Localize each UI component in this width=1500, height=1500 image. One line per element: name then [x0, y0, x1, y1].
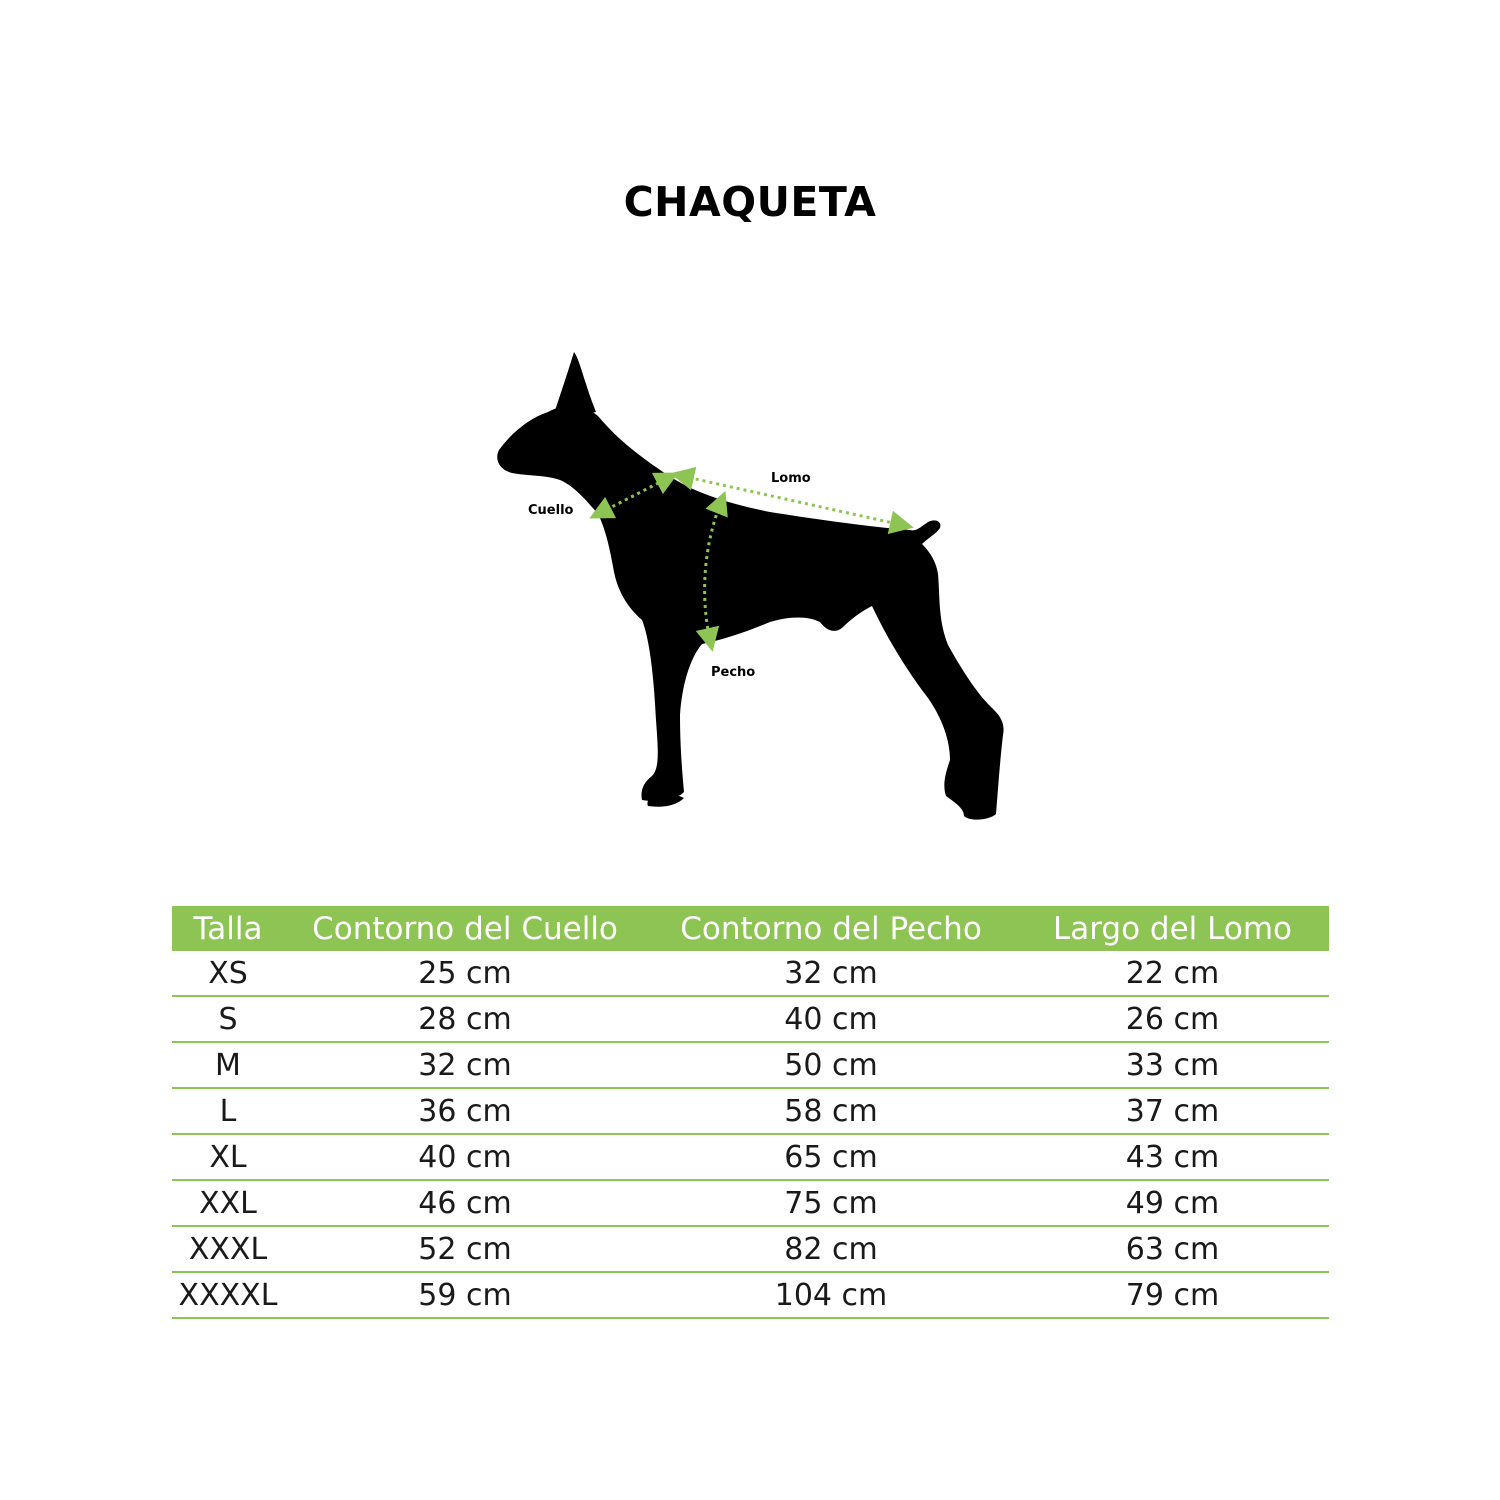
cell-lomo: 79 cm	[1016, 1272, 1329, 1318]
cell-cuello: 59 cm	[284, 1272, 646, 1318]
header-largo-lomo: Largo del Lomo	[1016, 906, 1329, 951]
cell-talla: XXL	[172, 1180, 284, 1226]
cell-cuello: 52 cm	[284, 1226, 646, 1272]
cell-cuello: 25 cm	[284, 951, 646, 996]
table-row	[172, 996, 1329, 1042]
cell-pecho: 75 cm	[646, 1180, 1016, 1226]
cell-lomo: 33 cm	[1016, 1042, 1329, 1088]
cell-lomo: 22 cm	[1016, 951, 1329, 996]
page-title: CHAQUETA	[623, 178, 877, 226]
cell-pecho: 82 cm	[646, 1226, 1016, 1272]
table-row	[172, 1134, 1329, 1180]
cell-lomo: 63 cm	[1016, 1226, 1329, 1272]
cell-lomo: 37 cm	[1016, 1088, 1329, 1134]
cell-talla: XXXXL	[172, 1272, 284, 1318]
cell-pecho: 32 cm	[646, 951, 1016, 996]
cell-talla: XXXL	[172, 1226, 284, 1272]
cell-lomo: 49 cm	[1016, 1180, 1329, 1226]
table-row	[172, 951, 1329, 996]
size-table	[172, 906, 1329, 1319]
cell-cuello: 32 cm	[284, 1042, 646, 1088]
cell-talla: XS	[172, 951, 284, 996]
table-row	[172, 1088, 1329, 1134]
cell-lomo: 26 cm	[1016, 996, 1329, 1042]
table-row	[172, 1180, 1329, 1226]
lomo-label: Lomo	[771, 471, 811, 486]
table-header-row	[172, 906, 1329, 951]
cuello-label: Cuello	[528, 503, 574, 518]
cell-cuello: 28 cm	[284, 996, 646, 1042]
cell-pecho: 40 cm	[646, 996, 1016, 1042]
cell-cuello: 46 cm	[284, 1180, 646, 1226]
cell-pecho: 50 cm	[646, 1042, 1016, 1088]
pecho-label: Pecho	[711, 665, 756, 680]
table-row	[172, 1042, 1329, 1088]
table-row	[172, 1226, 1329, 1272]
dog-silhouette-icon	[497, 352, 1003, 820]
cell-pecho: 104 cm	[646, 1272, 1016, 1318]
cell-talla: L	[172, 1088, 284, 1134]
header-contorno-cuello: Contorno del Cuello	[284, 906, 646, 951]
cell-cuello: 36 cm	[284, 1088, 646, 1134]
cell-pecho: 65 cm	[646, 1134, 1016, 1180]
cell-talla: XL	[172, 1134, 284, 1180]
cell-lomo: 43 cm	[1016, 1134, 1329, 1180]
header-contorno-pecho: Contorno del Pecho	[646, 906, 1016, 951]
cell-cuello: 40 cm	[284, 1134, 646, 1180]
table-row	[172, 1272, 1329, 1318]
cell-pecho: 58 cm	[646, 1088, 1016, 1134]
header-talla: Talla	[172, 906, 284, 951]
cell-talla: S	[172, 996, 284, 1042]
cell-talla: M	[172, 1042, 284, 1088]
